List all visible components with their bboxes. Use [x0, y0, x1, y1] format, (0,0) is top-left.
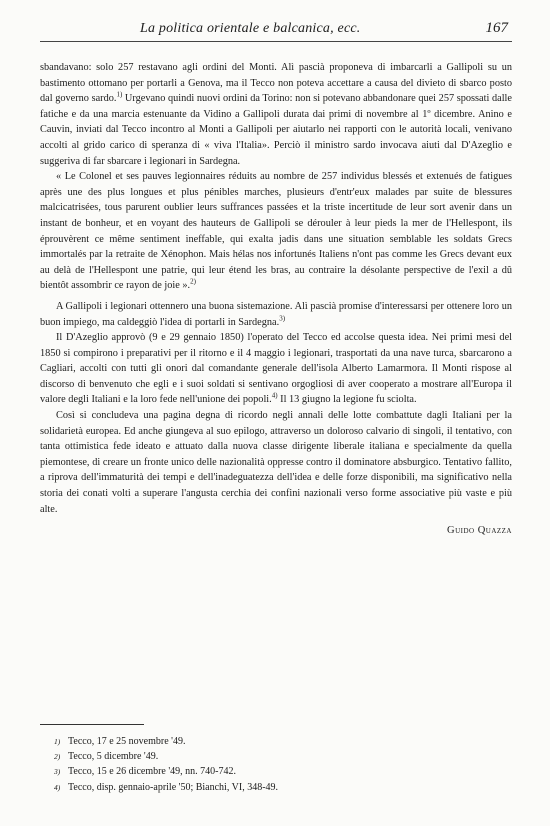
- footnote-ref: 4): [271, 392, 278, 401]
- footnote: 3) Tecco, 15 e 26 dicembre '49, nn. 740-742.: [54, 766, 236, 778]
- page-number: 167: [485, 20, 508, 36]
- paragraph: A Gallipoli i legionari ottennero una buona sistemazione. Alì pascià promise d'interessarsi per ottenere loro un buon impiego, ma caldeggiò l'idea di portarli in Sardegna.$^{3)}$: [40, 300, 512, 328]
- author-signature: Guido Quazza: [446, 525, 512, 537]
- footnote-divider: [40, 724, 144, 725]
- footnotes: [54, 734, 278, 795]
- footnote: 2) Tecco, 5 dicembre '49.: [54, 751, 159, 763]
- footnote-ref: 3): [279, 314, 286, 323]
- quote-paragraph: « Le Colonel et ses pauves legionnaires réduits au nombre de 257 individus blessés et extenués de fatigues après une des plus longues et plus pénibles marches, plusieurs d'entr'eux malades par suite de blessures malcicatrisées, tous parurent oublier leurs suffrances passées et la triste incertitude de leur sort avenir dans un instant de bonheur, et en voyant des hauteurs de Gallipoli se dérouler à leur pieds la mer de l'Hellespont, ils éprouvèrent ce même sentiment ineffable, qui exalta jadis dans une situation semblable les soldats Grecs immortalés par la retraite de Xénophon. Mais hélas nos infortunés Italiens n'ont pas comme les Grecs devant eux au delà de l'Hellespont une patrie, qui leur étend les bras, au contraire la désolante perspective de l'exil a dû bientôt assombrir ce rayon de joie ».$^{2)}$: [40, 171, 512, 292]
- running-title: La politica orientale e balcanica, ecc.: [140, 21, 361, 36]
- paragraph: Il D'Azeglio approvò (9 e 29 gennaio 1850) l'operato del Tecco ed accolse questa idea. Nei primi mesi del 1850 si compirono i preparativi per il ritorno e il 4 maggio i legionari, trasportati da una nave turca, sbarcarono a Cagliari, accolti con tutti gli onori dal comandante generale dell'isola Alberto Lamarmora. Il Monti rispose al discorso di benvenuto che egli e i suoi soldati si sentivano orgogliosi di aver cooperato a mostrare all'Europa il valore degli Italiani e la loro fede nell'unione dei popoli.$^{4)}$ Il 13 giugno la legione fu sciolta.: [40, 332, 512, 406]
- body-text: [40, 60, 512, 539]
- footnote: 1) Tecco, 17 e 25 novembre '49.: [54, 736, 186, 747]
- paragraph: Così si concludeva una pagina degna di ricordo negli annali delle lotte combattute dagli Italiani per la solidarietà europea. Ed anche giungeva al suo epilogo, attraverso un doloroso calvario di singoli, il tentativo, con tanta ottimistica fede ideato e attuato dalla nuova classe dirigente liberale italiana e specialmente da quella piemontese, di creare un fronte unico delle nazionalità oppresse contro il dominatore absburgico. Tentativo fallito, a riprova dell'immaturità dei tempi e dell'inadeguatezza dell'idea e delle forze disponibili, ma significativo nella storia dei conati volti a superare l'angusta cerchia dei confini nazionali verso forme associative più vaste e più alte.: [40, 410, 512, 515]
- paragraph: sbandavano: solo 257 restavano agli ordini del Monti. Alì pascià proponeva di imbarcarli a Gallipoli su un bastimento ottomano per portarli a Genova, ma il Tecco non poteva accettare a causa del divieto di sbarco posto dal governo sardo.$^{1)}$ Urgevano quindi nuovi ordini da Torino: non si potevano abbandonare quei 257 spossati dalle fatiche e da una marcia estenuante da Vidino a Gallipoli durata dai primi di novembre al 1º dicembre. Anino e Cauvin, inviati dal Tecco incontro al Monti a Gallipoli per aiutarlo nei rapporti con le autorità locali, venivano accolti al grido carico di speranza di « viva l'Italia». Perciò il ministro sardo invocava aiuti dal D'Azeglio e suggeriva di far sbarcare i legionari in Sardegna.: [40, 62, 512, 167]
- footnote-ref: 2): [190, 277, 196, 286]
- footnote-ref: 1): [116, 90, 123, 99]
- footnote: 4) Tecco, disp. gennaio-aprile '50; Bianchi, VI, 348-49.: [54, 781, 279, 793]
- running-header: [40, 20, 512, 42]
